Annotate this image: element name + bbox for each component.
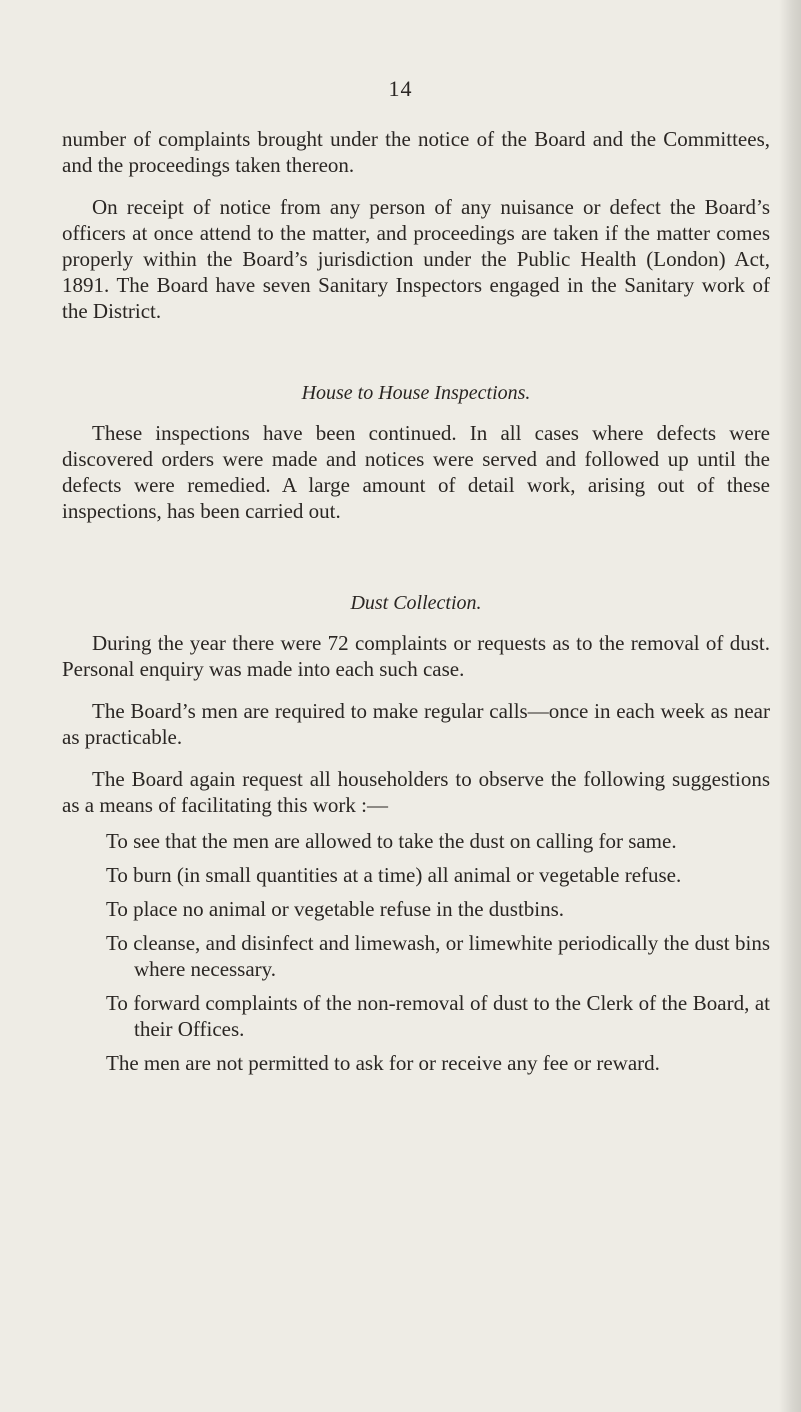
suggestion-item: The men are not permitted to ask for or receive any fee or reward. (106, 1051, 660, 1075)
section-heading-house-inspections: House to House Inspections. (301, 382, 531, 404)
suggestion-item: To cleanse, and disinfect and limewash, or limewhite periodically the dust bins where necessary. (106, 931, 770, 981)
page-body (62, 126, 770, 1076)
suggestion-item: To place no animal or vegetable refuse in the dustbins. (106, 897, 565, 921)
suggestion-item: To burn (in small quantities at a time) all animal or vegetable refuse. (106, 863, 682, 887)
nuisance-paragraph: On receipt of notice from any person of any nuisance or defect the Board’s officers at once attend to the matter, and proceedings are taken if the matter comes properly within the Board’s jurisdiction under the Public Health (London) Act, 1891. The Board have seven Sanitary Inspectors engaged in the Sanitary work of the District. (62, 195, 770, 323)
page-edge-shadow (779, 0, 801, 1412)
suggestions-list (62, 828, 770, 1076)
suggestion-item: To forward complaints of the non-removal of dust to the Clerk of the Board, at their Offices. (106, 991, 770, 1041)
householders-request-paragraph: The Board again request all householders to observe the following suggestions as a means of facilitating this work :— (62, 767, 770, 817)
continuation-paragraph: number of complaints brought under the notice of the Board and the Committees, and the proceedings taken thereon. (62, 127, 770, 177)
section-heading-dust-collection: Dust Collection. (350, 592, 482, 614)
house-inspections-paragraph: These inspections have been continued. In all cases where defects were discovered orders were made and notices were served and followed up until the defects were remedied. A large amount of detail work, arising out of these inspections, has been carried out. (62, 421, 770, 523)
regular-calls-paragraph: The Board’s men are required to make regular calls—once in each week as near as practicable. (62, 699, 770, 749)
dust-complaints-paragraph: During the year there were 72 complaints or requests as to the removal of dust. Personal enquiry was made into each such case. (62, 631, 770, 681)
suggestion-item: To see that the men are allowed to take the dust on calling for same. (106, 829, 677, 853)
page-number: 14 (388, 76, 413, 101)
